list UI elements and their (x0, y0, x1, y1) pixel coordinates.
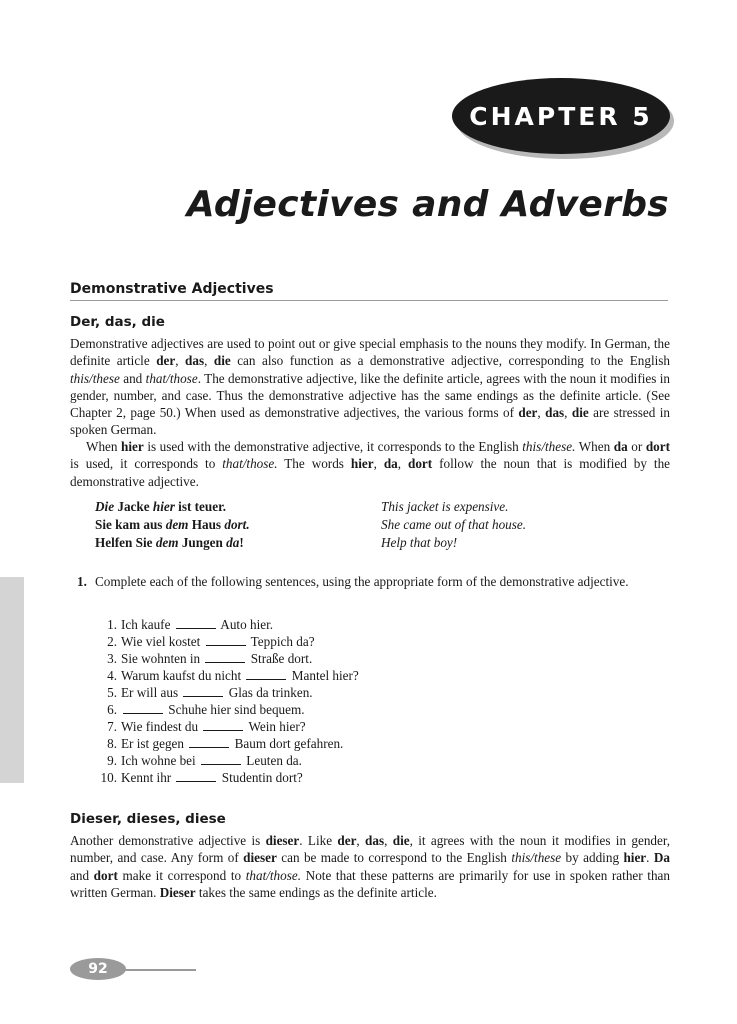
exercise-item: 4. Warum kaufst du nicht Mantel hier? (107, 668, 359, 683)
exercise-item: 1. Ich kaufe Auto hier. (107, 617, 274, 632)
exercise-item: 9. Ich wohne bei Leuten da. (107, 753, 302, 768)
exercise-item: 5. Er will aus Glas da trinken. (107, 685, 313, 700)
chapter-badge (452, 78, 670, 154)
exercise-1 (77, 573, 670, 591)
example-english: She came out of that house. (381, 517, 527, 532)
example-row (95, 516, 655, 534)
exercise-item: 8. Er ist gegen Baum dort gefahren. (107, 736, 344, 751)
exercise-item: 2. Wie viel kostet Teppich da? (107, 634, 315, 649)
exercise-item: 3. Sie wohnten in Straße dort. (107, 651, 313, 666)
chapter-label: CHAPTER 5 (469, 101, 653, 131)
answer-blank[interactable] (176, 617, 216, 629)
exercise-items (83, 616, 359, 786)
answer-blank[interactable] (206, 634, 246, 646)
chapter-title: Adjectives and Adverbs (186, 184, 669, 225)
example-english: This jacket is expensive. (381, 499, 509, 514)
answer-blank[interactable] (176, 770, 216, 782)
example-german: Helfen Sie dem Jungen da! (95, 535, 244, 550)
exercise-item: 6. Schuhe hier sind bequem. (107, 702, 305, 717)
example-english: Help that boy! (381, 535, 458, 550)
paragraph-dieser: Another demonstrative adjective is dieser. Like der, das, die, it agrees with the noun it modifies in gender, number, and case. Any form of dieser can be made to correspond to the English this/these by adding hier. Da and dort make it correspond to that/those. Note that these patterns are primarily for use in spoken rather than written German. Dieser takes the same endings as the definite article. (70, 833, 671, 900)
exercise-item: 7. Wie findest du Wein hier? (107, 719, 306, 734)
example-german: Sie kam aus dem Haus dort. (95, 517, 250, 532)
exercise-number: 1. (77, 574, 87, 589)
answer-blank[interactable] (183, 685, 223, 697)
paragraph-hier-da-dort: When hier is used with the demonstrative adjective, it corresponds to the English this/these. When da or dort is used, it corresponds to that/those. The words hier, da, dort follow the noun that is modified by the demonstrative adjective. (70, 439, 671, 489)
exercise-prompt (77, 573, 670, 591)
example-german: Die Jacke hier ist teuer. (95, 499, 227, 514)
paragraph-intro: Demonstrative adjectives are used to point out or give special emphasis to the nouns they modify. In German, the definite article der, das, die can also function as a demonstrative adjective, corresponding to the English this/these and that/those. The demonstrative adjective, like the definite article, agrees with the noun it modifies in gender, number, and case. Thus the demonstrative adjective has the same endings as the definite article. (See Chapter 2, page 50.) When used as demonstrative adjectives, the various forms of der, das, die are stressed in spoken German. (70, 336, 671, 438)
exercise-item: 10. Kennt ihr Studentin dort? (100, 770, 303, 785)
side-tab-marker (0, 577, 24, 783)
page-number-rule (120, 969, 196, 971)
example-row (95, 534, 655, 552)
answer-blank[interactable] (246, 668, 286, 680)
answer-blank[interactable] (189, 736, 229, 748)
example-row (95, 498, 655, 516)
answer-blank[interactable] (203, 719, 243, 731)
page-number: 92 (70, 958, 126, 980)
subheading-dieser: Dieser, dieses, diese (70, 811, 226, 827)
example-sentences (95, 498, 655, 552)
subheading-der-das-die: Der, das, die (70, 314, 165, 330)
answer-blank[interactable] (123, 702, 163, 714)
exercise-instructions: Complete each of the following sentences, using the appropriate form of the demonstrative adjective. (95, 574, 629, 589)
section-heading: Demonstrative Adjectives (70, 281, 668, 301)
answer-blank[interactable] (201, 753, 241, 765)
answer-blank[interactable] (205, 651, 245, 663)
